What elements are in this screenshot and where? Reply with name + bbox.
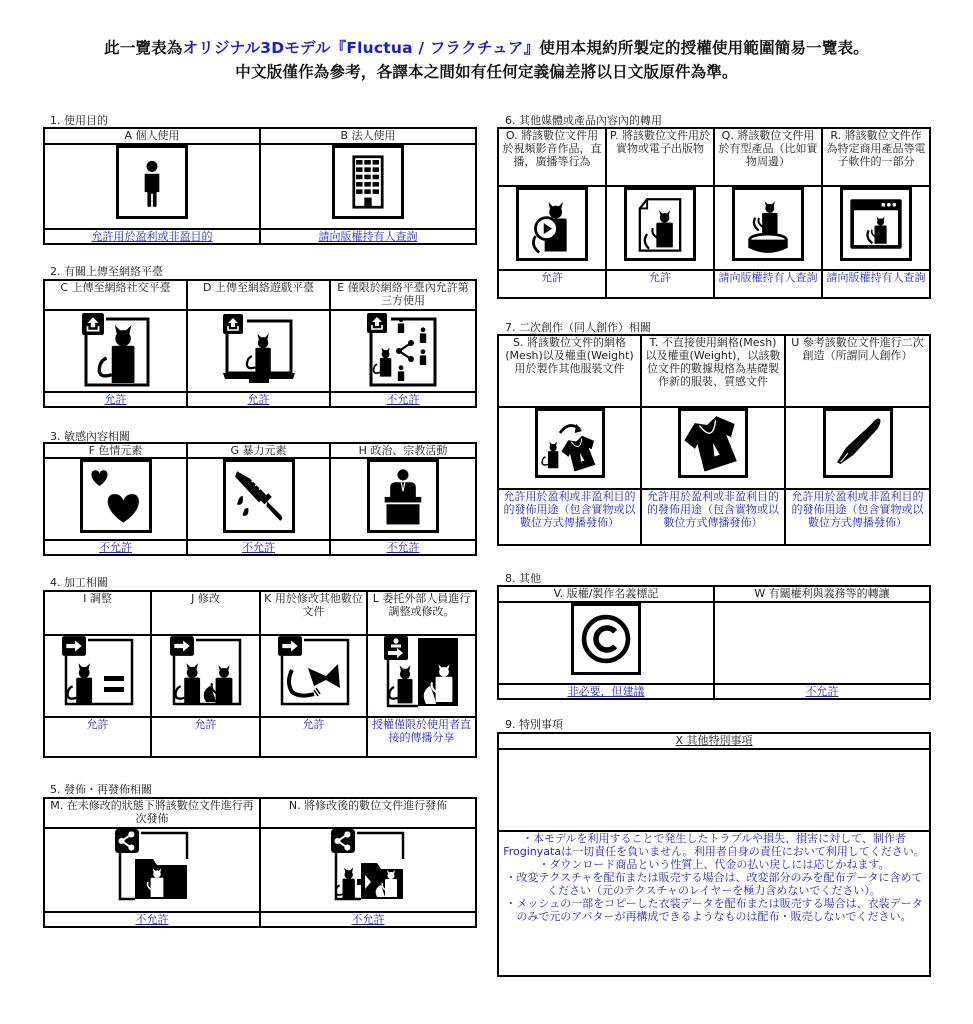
section-1-label: 1. 使用目的 <box>50 114 108 127</box>
item-w-status: 不允許 <box>714 684 930 699</box>
item-b-status: 請向版權持有人查詢 <box>260 229 476 244</box>
section-1-table <box>43 127 477 245</box>
figure-stand-icon <box>732 187 804 261</box>
section-3-label: 3. 敏感內容相關 <box>50 430 130 443</box>
item-x-head: X 其他特別事項 <box>498 733 930 749</box>
item-h-head: H 政治、宗教活動 <box>330 443 476 458</box>
knife-icon <box>223 459 295 533</box>
note-3: ・改変テクスチャを配布または販売する場合は、改変部分のみを配布データに含めてください（元のテクスチャのレイヤーを極力含めないでください）。 <box>505 871 923 897</box>
item-p-status: 允許 <box>606 270 714 298</box>
item-g-status: 不允許 <box>187 540 330 555</box>
clothing-icon <box>678 408 748 478</box>
title-prefix: 此一覽表為 <box>104 39 183 57</box>
section-5-label: 5. 發佈・再發佈相關 <box>50 783 152 796</box>
video-play-icon <box>516 187 588 261</box>
section-6-table <box>497 127 931 299</box>
item-c-head: C 上傳至網絡社交平臺 <box>44 280 187 310</box>
item-r-status: 請向版權持有人查詢 <box>822 270 930 298</box>
item-s-status: 允許用於盈利或非盈利目的的發佈用途（包含實物或以數位方式傳播發佈） <box>498 489 641 545</box>
hearts-icon <box>80 459 152 533</box>
section-7-table <box>497 334 931 546</box>
title-suffix: 使用本規約所製定的授權使用範圍簡易一覽表。 <box>539 39 869 57</box>
item-l-head: L 委托外部人員進行調整或修改。 <box>367 591 476 635</box>
section-7-label: 7. 二次創作（同人創作）相關 <box>505 321 651 334</box>
distribute-modified-icon <box>331 829 405 901</box>
note-4: ・メッシュの一部をコピーした衣装データを配布または販売する場合は、衣装データのみで元のアバターが再構成できるようなものは配布・販売しないでください。 <box>505 897 923 923</box>
item-q-head: Q. 將該數位文件用於有型產品（比如實物周邊） <box>714 128 822 186</box>
item-m-head: M. 在未修改的狀態下將該數位文件進行再次發佈 <box>44 798 260 828</box>
special-notes <box>498 831 930 976</box>
section-8-label: 8. 其他 <box>505 572 541 585</box>
section-5-table <box>43 797 477 928</box>
section-6-label: 6. 其他媒體或產品內容內的轉用 <box>505 114 662 127</box>
item-v-status: 非必要，但建議 <box>498 684 714 699</box>
section-2-label: 2. 有關上傳至網絡平臺 <box>50 265 163 278</box>
item-o-status: 允許 <box>498 270 606 298</box>
item-w-icon-empty <box>714 602 930 684</box>
section-3-table <box>43 442 477 556</box>
item-r-head: R. 將該數位文件作為特定商用產品等電子軟件的一部分 <box>822 128 930 186</box>
adjust-icon <box>62 636 134 706</box>
item-j-status: 允許 <box>151 717 260 757</box>
note-1: ・本モデルを利用することで発生したトラブルや損失、損害に対して、制作者Froginyataは一切責任を負いません。利用者自身の責任において利用してください。 <box>503 832 925 858</box>
item-f-status: 不允許 <box>44 540 187 555</box>
copyright-icon <box>571 603 641 675</box>
item-k-status: 允許 <box>260 717 367 757</box>
section-9-label: 9. 特別事項 <box>505 718 563 731</box>
item-a-head: A 個人使用 <box>44 128 260 144</box>
item-o-head: O. 將該數位文件用於視頻影音作品，直播，廣播等行為 <box>498 128 606 186</box>
page-title-line-2: 中文版僅作為參考，各譯本之間如有任何定義偏差將以日文版原件為準。 <box>235 63 738 81</box>
item-a-status: 允許用於盈利或非盈目的 <box>44 229 260 244</box>
item-k-head: K 用於修改其他數位文件 <box>260 591 367 635</box>
document-publication-icon <box>624 187 696 261</box>
item-j-head: J 修改 <box>151 591 260 635</box>
item-l-status: 授權僅限於使用者直接的傳播分享 <box>367 717 476 757</box>
upload-sns-icon <box>80 311 152 387</box>
item-w-head: W 有關權利與義務等的轉讓 <box>714 586 930 602</box>
item-f-head: F 色情元素 <box>44 443 187 458</box>
modify-icon <box>170 636 242 706</box>
section-2-table <box>43 279 477 408</box>
item-t-head: T. 不直接使用網格(Mesh)以及權重(Weight)，以該數位文件的數據規格為基礎製作新的服裝、質感文件 <box>641 335 785 407</box>
software-window-icon <box>840 187 912 261</box>
item-p-head: P. 將該數位文件用於實物或電子出版物 <box>606 128 714 186</box>
item-v-head: V. 版權/製作名義標記 <box>498 586 714 602</box>
item-d-status: 允許 <box>187 392 330 407</box>
building-icon <box>332 145 404 219</box>
item-n-head: N. 將修改後的數位文件進行發佈 <box>260 798 476 828</box>
item-e-status: 不允許 <box>330 392 476 407</box>
parts-reuse-icon <box>278 636 350 706</box>
item-u-status: 允許用於盈利或非盈利目的的發佈用途（包含實物或以數位方式傳播發佈） <box>785 489 930 545</box>
item-d-head: D 上傳至網絡遊戲平臺 <box>187 280 330 310</box>
section-8-table <box>497 585 931 700</box>
share-third-party-icon <box>365 311 441 387</box>
item-q-status: 請向版權持有人查詢 <box>714 270 822 298</box>
person-icon <box>116 145 188 219</box>
pen-nib-icon <box>823 408 893 478</box>
page-title-line-1 <box>0 36 973 58</box>
mesh-to-clothing-icon <box>535 408 605 478</box>
item-h-status: 不允許 <box>330 540 476 555</box>
title-product-name: オリジナル3Dモデル『Fluctua / フラクチュア』 <box>182 39 540 57</box>
item-b-head: B 法人使用 <box>260 128 476 144</box>
section-4-table <box>43 590 477 758</box>
item-t-status: 允許用於盈利或非盈利目的的發佈用途（包含實物或以數位方式傳播發佈） <box>641 489 785 545</box>
item-i-head: I 調整 <box>44 591 151 635</box>
section-9-table <box>497 732 931 977</box>
note-2: ・ダウンロード商品という性質上、代金の払い戻しには応じかねます。 <box>538 858 890 871</box>
section-4-label: 4. 加工相關 <box>50 576 108 589</box>
outsource-icon <box>384 636 460 708</box>
item-m-status: 不允許 <box>44 912 260 927</box>
item-i-status: 允許 <box>44 717 151 757</box>
item-e-head: E 僅限於網絡平臺內允許第三方使用 <box>330 280 476 310</box>
item-u-head: U 參考該數位文件進行二次創造（所謂同人創作） <box>785 335 930 407</box>
item-c-status: 允許 <box>44 392 187 407</box>
item-x-blank <box>498 749 930 831</box>
item-g-head: G 暴力元素 <box>187 443 330 458</box>
redistribute-folder-icon <box>115 829 189 901</box>
item-s-head: S. 將該數位文件的網格(Mesh)以及權重(Weight)用於製作其他服裝文件 <box>498 335 641 407</box>
item-n-status: 不允許 <box>260 912 476 927</box>
podium-speaker-icon <box>367 459 439 533</box>
upload-game-icon <box>221 311 297 387</box>
